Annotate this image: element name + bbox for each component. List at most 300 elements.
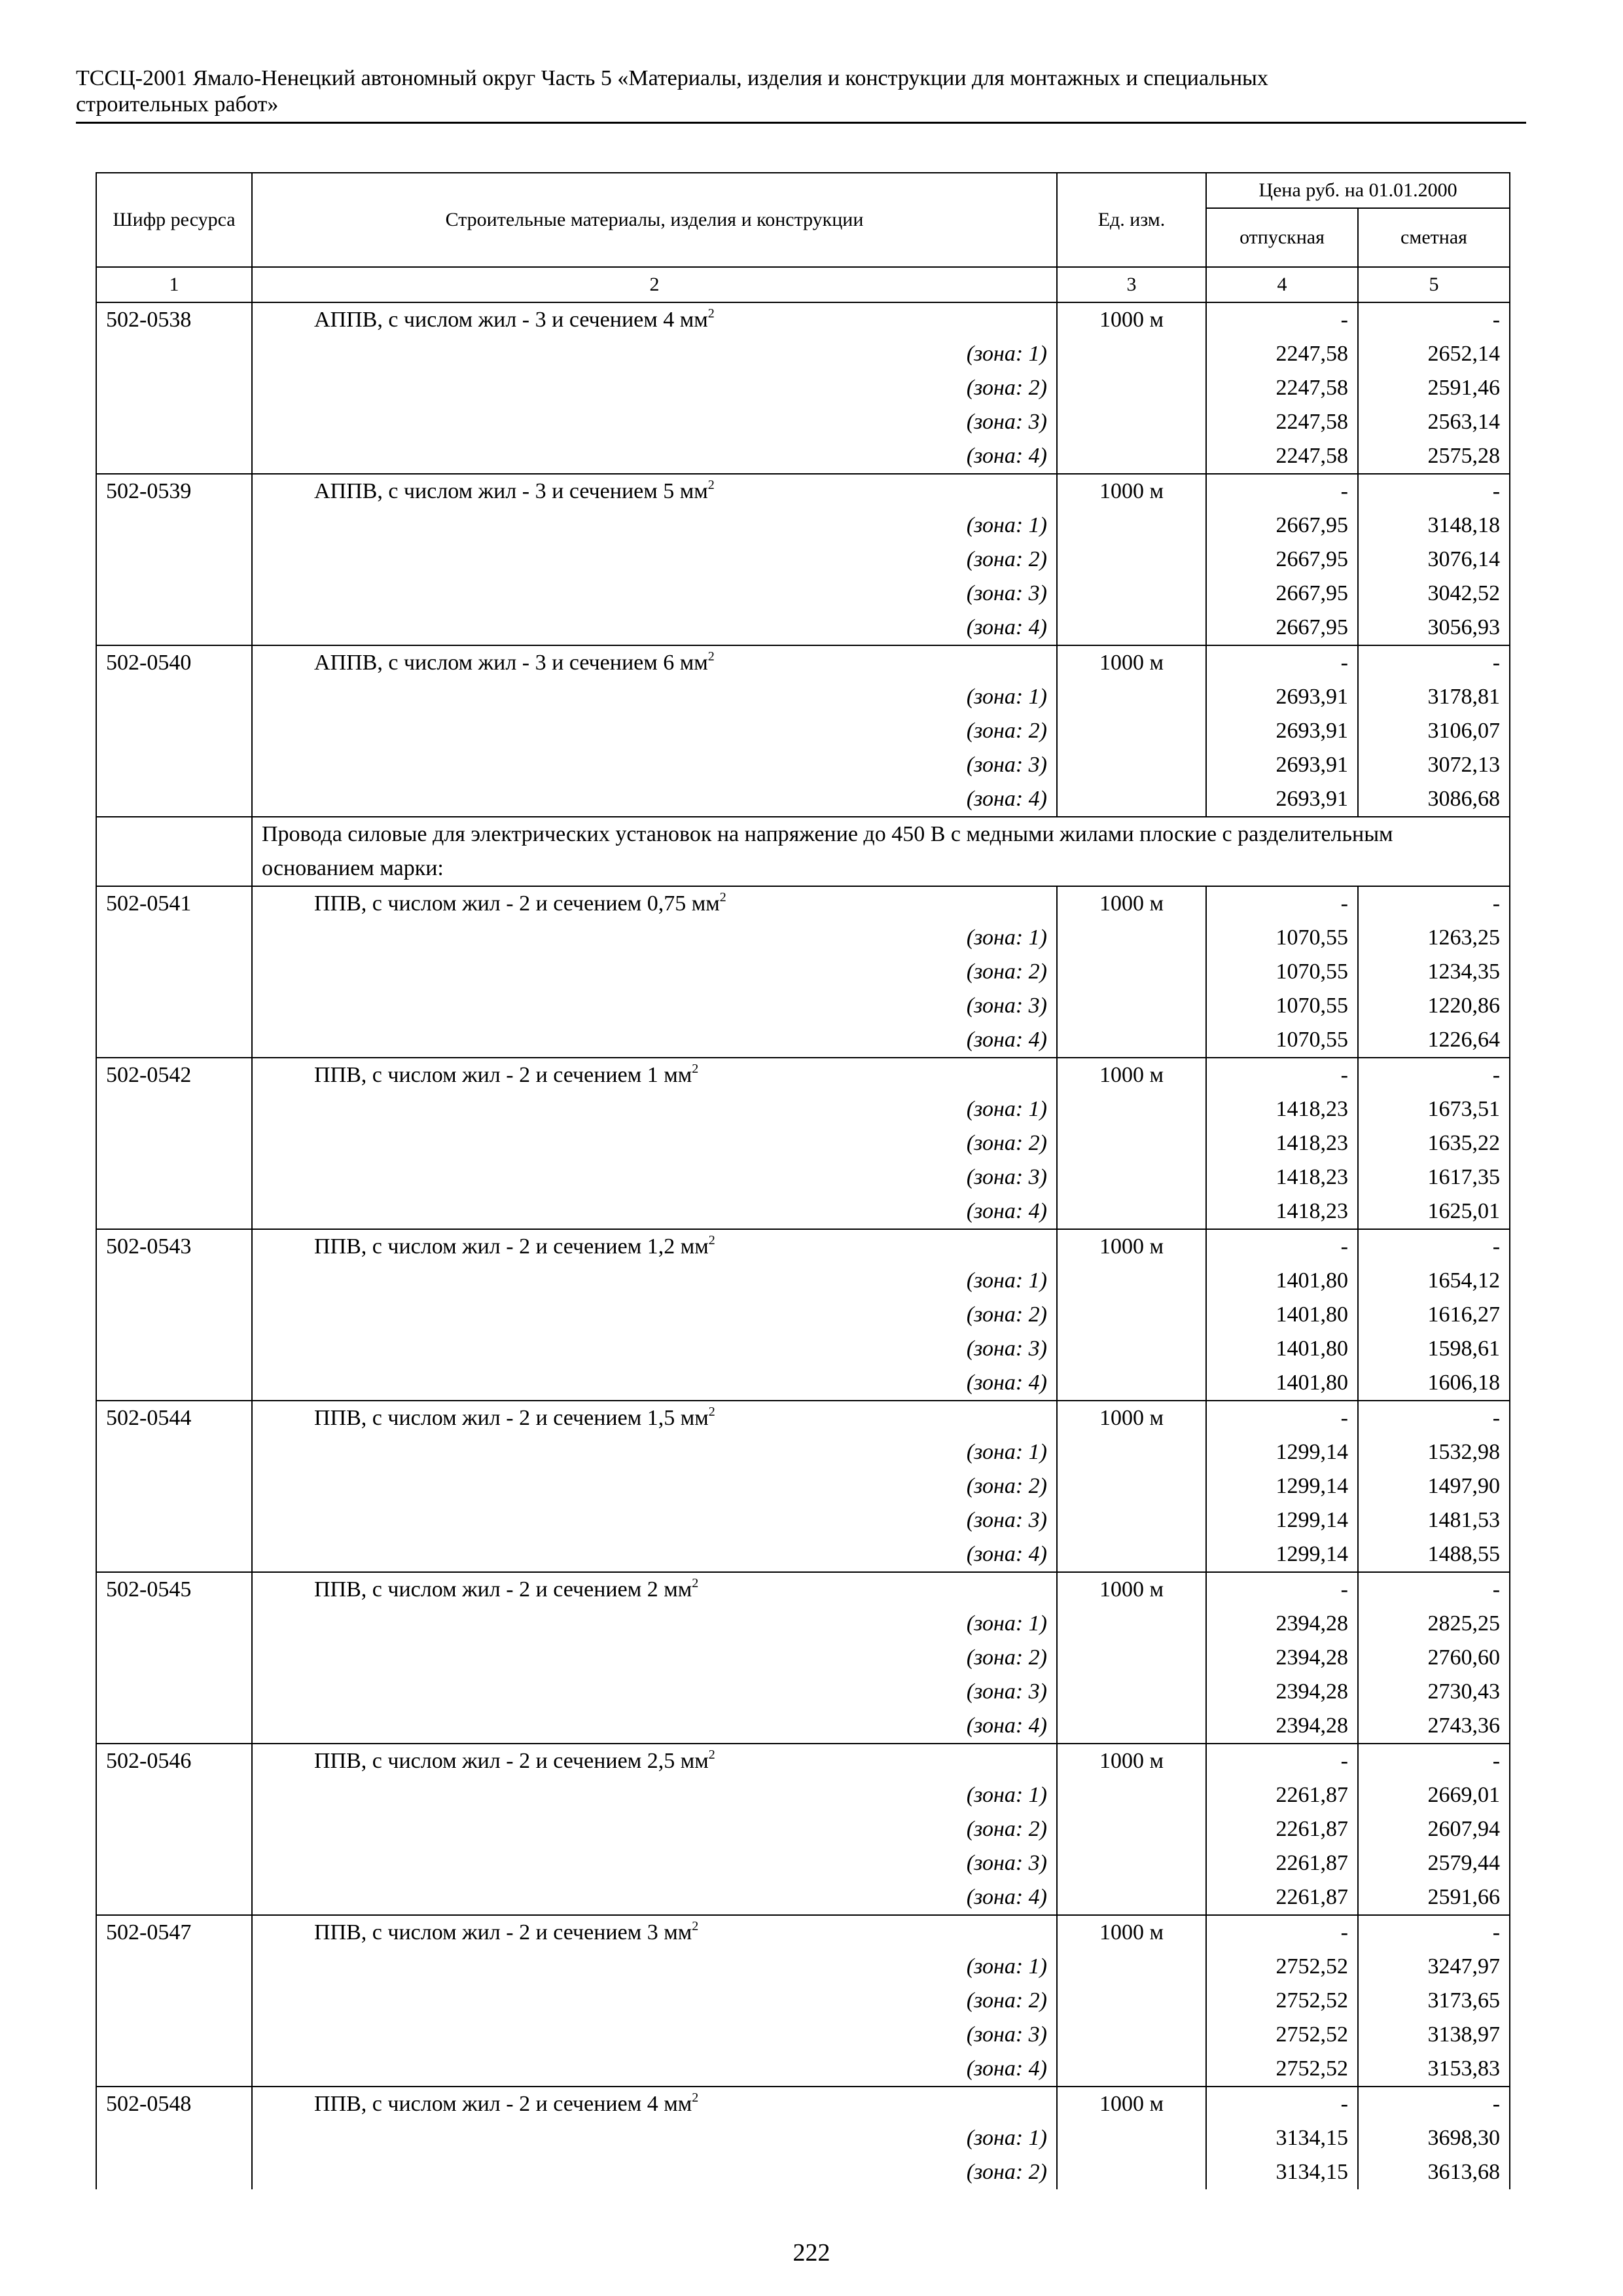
zone-unit-cell [1057, 680, 1206, 714]
zone-row [96, 509, 1510, 543]
zone-price-out: 1299,14 [1206, 1537, 1358, 1572]
zone-price-est: 1226,64 [1358, 1023, 1510, 1058]
resource-name: АППВ, с числом жил - 3 и сечением 6 мм [314, 651, 708, 675]
price-out: - [1206, 1401, 1358, 1435]
zone-row [96, 921, 1510, 955]
zone-unit-cell [1057, 371, 1206, 405]
zone-price-out: 3134,15 [1206, 2121, 1358, 2155]
zone-row [96, 2155, 1510, 2189]
zone-price-out: 3134,15 [1206, 2155, 1358, 2189]
zone-code-cell [96, 989, 252, 1023]
zone-code-cell [96, 337, 252, 371]
resource-name: ППВ, с числом жил - 2 и сечением 4 мм [314, 2092, 692, 2116]
zone-code-cell [96, 1435, 252, 1469]
zone-unit-cell [1057, 748, 1206, 782]
zone-price-est: 3698,30 [1358, 2121, 1510, 2155]
resource-unit: 1000 м [1057, 1915, 1206, 1950]
zone-label: (зона: 4) [252, 1194, 1057, 1229]
zone-price-out: 1401,80 [1206, 1264, 1358, 1298]
unit-superscript: 2 [719, 890, 726, 905]
zone-code-cell [96, 714, 252, 748]
col-header-name: Строительные материалы, изделия и конструкции [252, 173, 1057, 267]
zone-label: (зона: 1) [252, 1778, 1057, 1812]
zone-label: (зона: 2) [252, 955, 1057, 989]
zone-price-est: 3178,81 [1358, 680, 1510, 714]
col-number: 2 [252, 267, 1057, 302]
zone-price-out: 2261,87 [1206, 1846, 1358, 1880]
zone-row [96, 1332, 1510, 1366]
zone-code-cell [96, 1503, 252, 1537]
zone-unit-cell [1057, 1366, 1206, 1401]
zone-unit-cell [1057, 1092, 1206, 1126]
zone-row [96, 2121, 1510, 2155]
zone-code-cell [96, 1332, 252, 1366]
section-heading: Провода силовые для электрических установок на напряжение до 450 В с медными жилами плоские с разделительным основанием марки: [252, 817, 1510, 886]
zone-unit-cell [1057, 337, 1206, 371]
resource-code: 502-0538 [96, 302, 252, 337]
zone-price-est: 2575,28 [1358, 439, 1510, 474]
zone-label: (зона: 3) [252, 989, 1057, 1023]
zone-code-cell [96, 1709, 252, 1744]
zone-price-est: 3613,68 [1358, 2155, 1510, 2189]
zone-label: (зона: 3) [252, 1675, 1057, 1709]
zone-label: (зона: 4) [252, 1537, 1057, 1572]
unit-superscript: 2 [707, 306, 715, 321]
resource-code: 502-0548 [96, 2087, 252, 2121]
resource-name: ППВ, с числом жил - 2 и сечением 3 мм [314, 1920, 692, 1945]
zone-price-est: 3153,83 [1358, 2052, 1510, 2087]
zone-label: (зона: 2) [252, 543, 1057, 577]
zone-price-out: 2752,52 [1206, 1950, 1358, 1984]
zone-price-est: 2579,44 [1358, 1846, 1510, 1880]
zone-row [96, 337, 1510, 371]
zone-price-out: 2667,95 [1206, 543, 1358, 577]
col-number: 5 [1358, 267, 1510, 302]
zone-code-cell [96, 2018, 252, 2052]
header-line-2: строительных работ» [76, 92, 279, 117]
resource-code: 502-0541 [96, 886, 252, 921]
resource-unit: 1000 м [1057, 1401, 1206, 1435]
unit-superscript: 2 [708, 1405, 715, 1419]
section-code-cell [96, 817, 252, 886]
col-header-price-group: Цена руб. на 01.01.2000 [1206, 173, 1510, 208]
zone-price-out: 2261,87 [1206, 1778, 1358, 1812]
price-est: - [1358, 645, 1510, 680]
resource-row [96, 302, 1510, 337]
zone-label: (зона: 2) [252, 1126, 1057, 1160]
zone-label: (зона: 3) [252, 577, 1057, 611]
zone-unit-cell [1057, 1641, 1206, 1675]
resource-name-cell [252, 645, 1057, 680]
zone-code-cell [96, 1366, 252, 1401]
zone-price-est: 2607,94 [1358, 1812, 1510, 1846]
price-out: - [1206, 886, 1358, 921]
zone-row [96, 1880, 1510, 1915]
zone-price-out: 2667,95 [1206, 611, 1358, 645]
zone-price-out: 2394,28 [1206, 1709, 1358, 1744]
zone-code-cell [96, 1537, 252, 1572]
zone-price-est: 1654,12 [1358, 1264, 1510, 1298]
zone-row [96, 748, 1510, 782]
zone-price-out: 1070,55 [1206, 921, 1358, 955]
resource-name-cell [252, 474, 1057, 509]
resource-name-cell [252, 1744, 1057, 1778]
zone-price-out: 1418,23 [1206, 1160, 1358, 1194]
zone-price-out: 2752,52 [1206, 2052, 1358, 2087]
resource-name-cell [252, 1572, 1057, 1607]
price-out: - [1206, 645, 1358, 680]
zone-price-est: 1497,90 [1358, 1469, 1510, 1503]
zone-row [96, 955, 1510, 989]
resource-unit: 1000 м [1057, 645, 1206, 680]
zone-price-est: 1625,01 [1358, 1194, 1510, 1229]
zone-price-est: 1635,22 [1358, 1126, 1510, 1160]
section-row [96, 817, 1510, 886]
zone-price-est: 2743,36 [1358, 1709, 1510, 1744]
zone-price-est: 3247,97 [1358, 1950, 1510, 1984]
resource-row [96, 1744, 1510, 1778]
zone-row [96, 1778, 1510, 1812]
zone-label: (зона: 4) [252, 1023, 1057, 1058]
zone-label: (зона: 3) [252, 1160, 1057, 1194]
zone-price-est: 2652,14 [1358, 337, 1510, 371]
zone-label: (зона: 1) [252, 1607, 1057, 1641]
resource-unit: 1000 м [1057, 2087, 1206, 2121]
zone-price-out: 1401,80 [1206, 1366, 1358, 1401]
unit-superscript: 2 [708, 1748, 715, 1762]
resource-code: 502-0539 [96, 474, 252, 509]
zone-label: (зона: 1) [252, 680, 1057, 714]
price-est: - [1358, 1744, 1510, 1778]
zone-price-est: 3138,97 [1358, 2018, 1510, 2052]
zone-unit-cell [1057, 2121, 1206, 2155]
zone-label: (зона: 1) [252, 509, 1057, 543]
zone-code-cell [96, 2052, 252, 2087]
zone-label: (зона: 4) [252, 1366, 1057, 1401]
zone-price-out: 2247,58 [1206, 371, 1358, 405]
zone-label: (зона: 3) [252, 1332, 1057, 1366]
resource-name-cell [252, 1058, 1057, 1092]
zone-price-est: 1488,55 [1358, 1537, 1510, 1572]
zone-row [96, 1126, 1510, 1160]
zone-price-est: 2730,43 [1358, 1675, 1510, 1709]
resource-unit: 1000 м [1057, 886, 1206, 921]
zone-code-cell [96, 1264, 252, 1298]
zone-unit-cell [1057, 439, 1206, 474]
zone-price-est: 1616,27 [1358, 1298, 1510, 1332]
zone-label: (зона: 1) [252, 2121, 1057, 2155]
zone-unit-cell [1057, 955, 1206, 989]
zone-unit-cell [1057, 989, 1206, 1023]
zone-label: (зона: 3) [252, 2018, 1057, 2052]
zone-price-est: 2760,60 [1358, 1641, 1510, 1675]
zone-price-est: 1220,86 [1358, 989, 1510, 1023]
zone-unit-cell [1057, 1675, 1206, 1709]
table-body [96, 302, 1510, 2189]
zone-code-cell [96, 1194, 252, 1229]
zone-label: (зона: 2) [252, 1298, 1057, 1332]
zone-unit-cell [1057, 1298, 1206, 1332]
zone-row [96, 543, 1510, 577]
zone-unit-cell [1057, 509, 1206, 543]
zone-unit-cell [1057, 2052, 1206, 2087]
resource-code: 502-0543 [96, 1229, 252, 1264]
zone-unit-cell [1057, 1435, 1206, 1469]
zone-code-cell [96, 405, 252, 439]
zone-price-out: 1418,23 [1206, 1092, 1358, 1126]
zone-code-cell [96, 1126, 252, 1160]
resource-unit: 1000 м [1057, 474, 1206, 509]
zone-label: (зона: 3) [252, 405, 1057, 439]
zone-label: (зона: 4) [252, 2052, 1057, 2087]
zone-price-est: 1673,51 [1358, 1092, 1510, 1126]
zone-label: (зона: 3) [252, 1846, 1057, 1880]
unit-superscript: 2 [707, 649, 715, 664]
zone-price-out: 2247,58 [1206, 337, 1358, 371]
zone-price-out: 2752,52 [1206, 2018, 1358, 2052]
zone-price-out: 2247,58 [1206, 439, 1358, 474]
zone-price-out: 2394,28 [1206, 1607, 1358, 1641]
zone-code-cell [96, 611, 252, 645]
zone-label: (зона: 1) [252, 1264, 1057, 1298]
zone-label: (зона: 1) [252, 921, 1057, 955]
zone-row [96, 1675, 1510, 1709]
price-out: - [1206, 2087, 1358, 2121]
zone-price-out: 2247,58 [1206, 405, 1358, 439]
zone-label: (зона: 2) [252, 2155, 1057, 2189]
zone-label: (зона: 1) [252, 1092, 1057, 1126]
col-header-unit: Ед. изм. [1057, 173, 1206, 267]
resource-name: ППВ, с числом жил - 2 и сечением 1,2 мм [314, 1234, 709, 1259]
zone-code-cell [96, 1880, 252, 1915]
resource-row [96, 645, 1510, 680]
price-est: - [1358, 1229, 1510, 1264]
price-out: - [1206, 1915, 1358, 1950]
zone-price-out: 2693,91 [1206, 714, 1358, 748]
zone-price-est: 2591,66 [1358, 1880, 1510, 1915]
zone-code-cell [96, 955, 252, 989]
zone-code-cell [96, 439, 252, 474]
zone-label: (зона: 4) [252, 782, 1057, 817]
zone-price-est: 1606,18 [1358, 1366, 1510, 1401]
price-est: - [1358, 302, 1510, 337]
zone-unit-cell [1057, 1778, 1206, 1812]
zone-unit-cell [1057, 1537, 1206, 1572]
resource-name-cell [252, 886, 1057, 921]
resource-name-cell [252, 302, 1057, 337]
resource-name: ППВ, с числом жил - 2 и сечением 0,75 мм [314, 891, 720, 916]
zone-code-cell [96, 1469, 252, 1503]
zone-code-cell [96, 921, 252, 955]
zone-price-est: 3056,93 [1358, 611, 1510, 645]
price-table [96, 172, 1510, 2189]
zone-row [96, 1023, 1510, 1058]
zone-code-cell [96, 2121, 252, 2155]
zone-row [96, 1607, 1510, 1641]
zone-price-est: 1481,53 [1358, 1503, 1510, 1537]
resource-row [96, 1572, 1510, 1607]
price-out: - [1206, 1572, 1358, 1607]
zone-price-out: 1299,14 [1206, 1435, 1358, 1469]
table-head [96, 173, 1510, 302]
price-out: - [1206, 1058, 1358, 1092]
zone-price-out: 2693,91 [1206, 748, 1358, 782]
zone-price-out: 2394,28 [1206, 1641, 1358, 1675]
col-header-price-out: отпускная [1206, 208, 1358, 267]
zone-price-out: 1299,14 [1206, 1503, 1358, 1537]
zone-price-out: 1299,14 [1206, 1469, 1358, 1503]
zone-row [96, 439, 1510, 474]
zone-code-cell [96, 1092, 252, 1126]
zone-code-cell [96, 748, 252, 782]
zone-row [96, 1950, 1510, 1984]
zone-unit-cell [1057, 611, 1206, 645]
zone-unit-cell [1057, 1469, 1206, 1503]
zone-unit-cell [1057, 1264, 1206, 1298]
zone-code-cell [96, 1607, 252, 1641]
zone-label: (зона: 1) [252, 1950, 1057, 1984]
resource-name-cell [252, 2087, 1057, 2121]
zone-unit-cell [1057, 1812, 1206, 1846]
document-header [76, 65, 1526, 118]
zone-unit-cell [1057, 405, 1206, 439]
resource-unit: 1000 м [1057, 302, 1206, 337]
zone-code-cell [96, 1023, 252, 1058]
zone-code-cell [96, 1950, 252, 1984]
zone-code-cell [96, 1812, 252, 1846]
zone-price-out: 2667,95 [1206, 577, 1358, 611]
zone-code-cell [96, 577, 252, 611]
zone-unit-cell [1057, 1332, 1206, 1366]
zone-price-out: 2394,28 [1206, 1675, 1358, 1709]
zone-label: (зона: 4) [252, 1709, 1057, 1744]
resource-name: ППВ, с числом жил - 2 и сечением 2 мм [314, 1577, 692, 1602]
zone-code-cell [96, 1984, 252, 2018]
zone-price-out: 2693,91 [1206, 782, 1358, 817]
resource-unit: 1000 м [1057, 1744, 1206, 1778]
zone-unit-cell [1057, 1950, 1206, 1984]
zone-row [96, 1503, 1510, 1537]
zone-price-est: 3086,68 [1358, 782, 1510, 817]
resource-code: 502-0545 [96, 1572, 252, 1607]
zone-price-est: 3148,18 [1358, 509, 1510, 543]
resource-unit: 1000 м [1057, 1572, 1206, 1607]
zone-unit-cell [1057, 921, 1206, 955]
zone-code-cell [96, 1160, 252, 1194]
zone-price-est: 1598,61 [1358, 1332, 1510, 1366]
header-rule [76, 122, 1526, 124]
zone-unit-cell [1057, 1607, 1206, 1641]
price-est: - [1358, 2087, 1510, 2121]
zone-price-out: 1418,23 [1206, 1126, 1358, 1160]
resource-code: 502-0547 [96, 1915, 252, 1950]
zone-code-cell [96, 1641, 252, 1675]
zone-unit-cell [1057, 1984, 1206, 2018]
zone-row [96, 1298, 1510, 1332]
zone-label: (зона: 2) [252, 1812, 1057, 1846]
price-out: - [1206, 302, 1358, 337]
zone-code-cell [96, 509, 252, 543]
resource-code: 502-0546 [96, 1744, 252, 1778]
zone-label: (зона: 2) [252, 1641, 1057, 1675]
price-out: - [1206, 1229, 1358, 1264]
zone-code-cell [96, 1778, 252, 1812]
zone-row [96, 680, 1510, 714]
zone-row [96, 989, 1510, 1023]
zone-price-out: 1418,23 [1206, 1194, 1358, 1229]
zone-unit-cell [1057, 2155, 1206, 2189]
header-line-1: ТССЦ-2001 Ямало-Ненецкий автономный округ Часть 5 «Материалы, изделия и конструкции для монтажных и специальных [76, 66, 1268, 90]
col-number: 3 [1057, 267, 1206, 302]
zone-row [96, 1160, 1510, 1194]
resource-code: 502-0544 [96, 1401, 252, 1435]
resource-name: ППВ, с числом жил - 2 и сечением 1,5 мм [314, 1406, 709, 1430]
price-est: - [1358, 1058, 1510, 1092]
zone-row [96, 782, 1510, 817]
zone-code-cell [96, 1298, 252, 1332]
resource-row [96, 886, 1510, 921]
resource-name-cell [252, 1401, 1057, 1435]
zone-row [96, 1812, 1510, 1846]
zone-price-est: 3072,13 [1358, 748, 1510, 782]
zone-price-out: 2693,91 [1206, 680, 1358, 714]
column-numbers-row [96, 267, 1510, 302]
zone-row [96, 611, 1510, 645]
zone-row [96, 1641, 1510, 1675]
zone-row [96, 1469, 1510, 1503]
zone-unit-cell [1057, 2018, 1206, 2052]
zone-label: (зона: 3) [252, 1503, 1057, 1537]
zone-unit-cell [1057, 1503, 1206, 1537]
resource-name: АППВ, с числом жил - 3 и сечением 4 мм [314, 308, 708, 332]
zone-price-est: 3106,07 [1358, 714, 1510, 748]
zone-row [96, 577, 1510, 611]
price-est: - [1358, 886, 1510, 921]
zone-code-cell [96, 680, 252, 714]
zone-label: (зона: 4) [252, 439, 1057, 474]
resource-name: АППВ, с числом жил - 3 и сечением 5 мм [314, 479, 708, 503]
price-est: - [1358, 1915, 1510, 1950]
zone-unit-cell [1057, 782, 1206, 817]
zone-label: (зона: 4) [252, 611, 1057, 645]
zone-price-out: 1401,80 [1206, 1298, 1358, 1332]
zone-price-est: 2825,25 [1358, 1607, 1510, 1641]
zone-unit-cell [1057, 1126, 1206, 1160]
resource-row [96, 2087, 1510, 2121]
zone-price-est: 1617,35 [1358, 1160, 1510, 1194]
zone-row [96, 405, 1510, 439]
resource-row [96, 1401, 1510, 1435]
zone-label: (зона: 1) [252, 1435, 1057, 1469]
resource-code: 502-0542 [96, 1058, 252, 1092]
zone-price-est: 2669,01 [1358, 1778, 1510, 1812]
price-est: - [1358, 1401, 1510, 1435]
col-number: 4 [1206, 267, 1358, 302]
zone-price-est: 3076,14 [1358, 543, 1510, 577]
col-number: 1 [96, 267, 252, 302]
zone-row [96, 1846, 1510, 1880]
price-out: - [1206, 1744, 1358, 1778]
unit-superscript: 2 [708, 1233, 715, 1247]
unit-superscript: 2 [707, 478, 715, 492]
col-header-code: Шифр ресурса [96, 173, 252, 267]
zone-code-cell [96, 543, 252, 577]
resource-name: ППВ, с числом жил - 2 и сечением 2,5 мм [314, 1749, 709, 1773]
zone-row [96, 1435, 1510, 1469]
zone-row [96, 371, 1510, 405]
zone-unit-cell [1057, 1160, 1206, 1194]
price-est: - [1358, 474, 1510, 509]
